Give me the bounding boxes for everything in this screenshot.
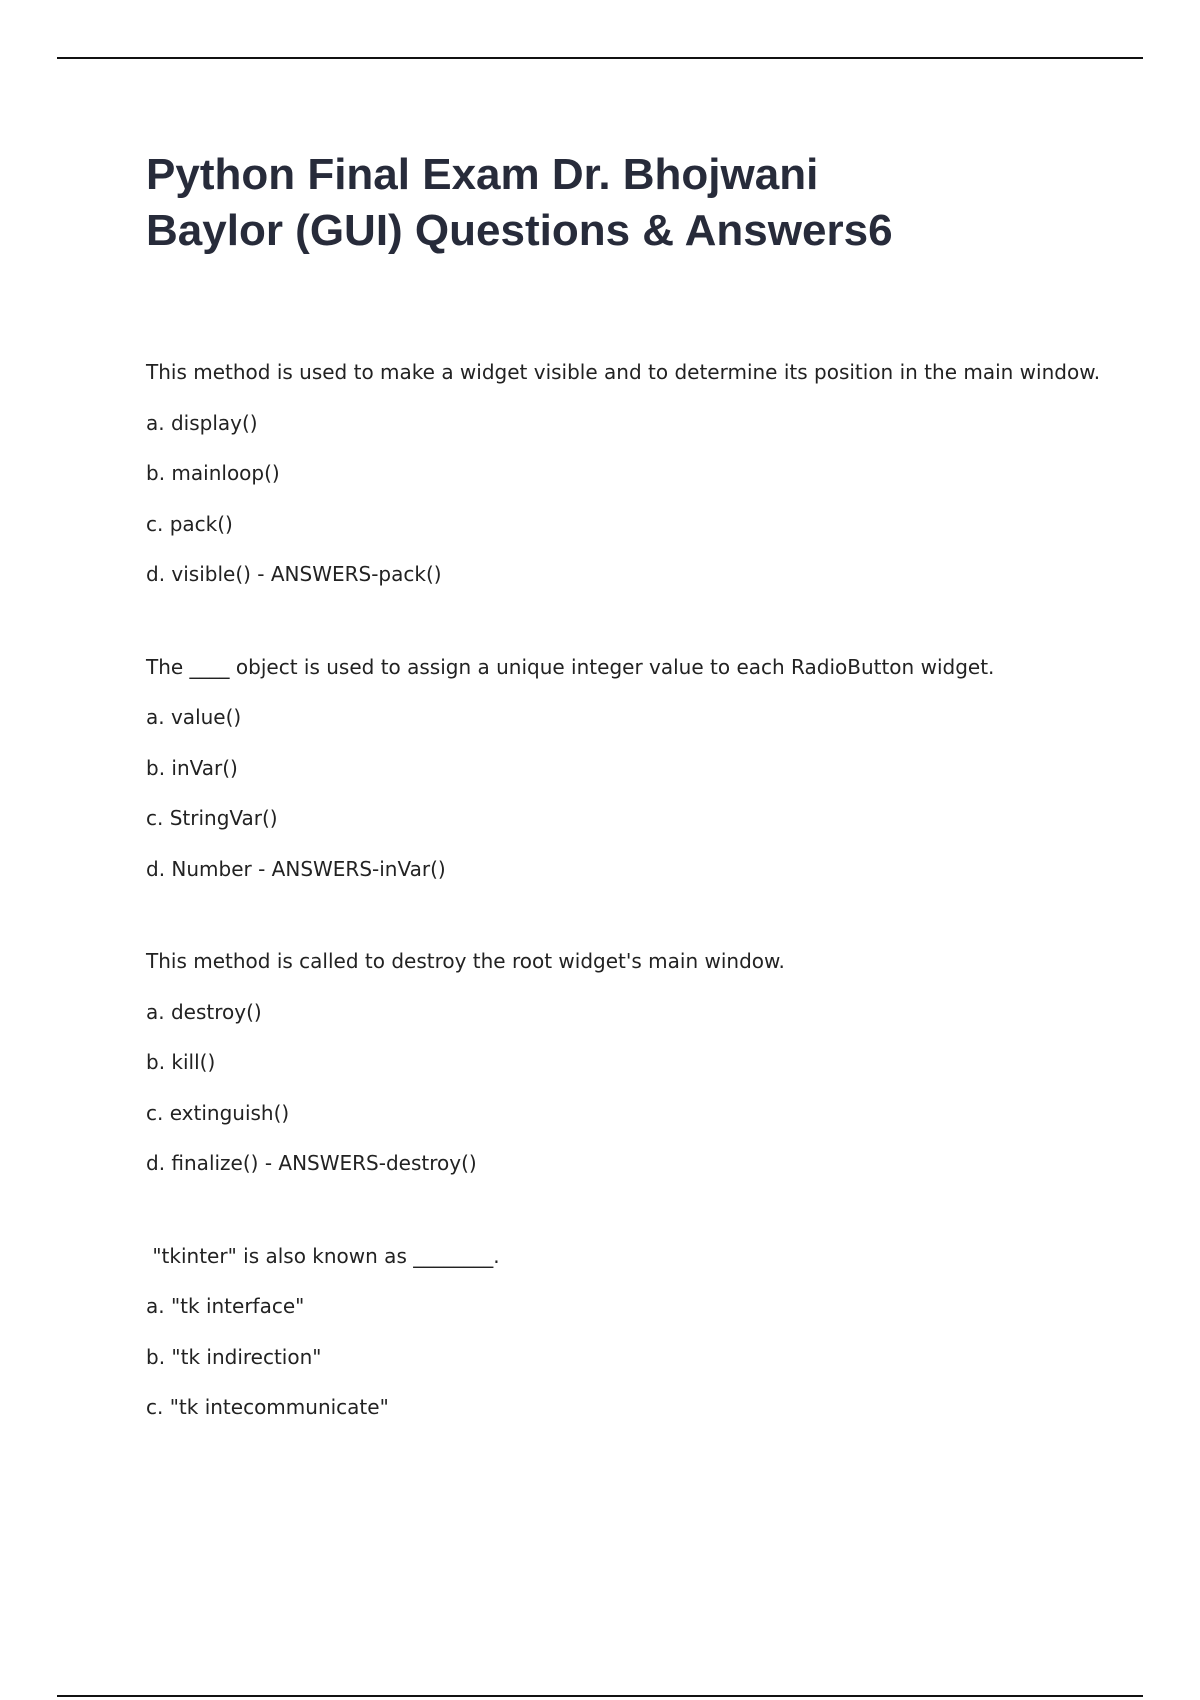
question-prompt: This method is used to make a widget visible and to determine its position in the main window. (146, 360, 1101, 384)
question-2 (146, 652, 1126, 905)
answer-option: b. mainloop() (146, 461, 280, 485)
title-line-1: Python Final Exam Dr. Bhojwani (146, 150, 819, 199)
answer-option: c. extinguish() (146, 1100, 290, 1125)
question-1 (146, 357, 1126, 610)
page-title (146, 147, 1106, 259)
bottom-rule (57, 1695, 1143, 1697)
answer-option: d. visible() - ANSWERS-pack() (146, 562, 442, 586)
question-prompt: The ____ object is used to assign a unique integer value to each RadioButton widget. (146, 654, 995, 679)
answer-option: c. pack() (146, 511, 233, 536)
answer-option: a. "tk interface" (146, 1294, 305, 1318)
question-prompt: This method is called to destroy the root widget's main window. (146, 949, 785, 973)
answer-option: a. destroy() (146, 999, 262, 1024)
answer-option: d. finalize() - ANSWERS-destroy() (146, 1151, 477, 1175)
question-list (146, 357, 1126, 1485)
question-prompt: "tkinter" is also known as ________. (146, 1243, 500, 1268)
answer-option: b. kill() (146, 1050, 216, 1074)
answer-option: a. display() (146, 410, 258, 435)
title-line-2: Baylor (GUI) Questions & Answers6 (146, 206, 893, 255)
answer-option: b. inVar() (146, 755, 238, 780)
answer-option: c. "tk intecommunicate" (146, 1395, 389, 1419)
top-rule (57, 57, 1143, 59)
answer-option: a. value() (146, 705, 242, 729)
answer-option: d. Number - ANSWERS-inVar() (146, 856, 446, 881)
answer-option: c. StringVar() (146, 806, 278, 830)
question-3 (146, 946, 1126, 1199)
question-4 (146, 1241, 1126, 1443)
answer-option: b. "tk indirection" (146, 1344, 322, 1369)
